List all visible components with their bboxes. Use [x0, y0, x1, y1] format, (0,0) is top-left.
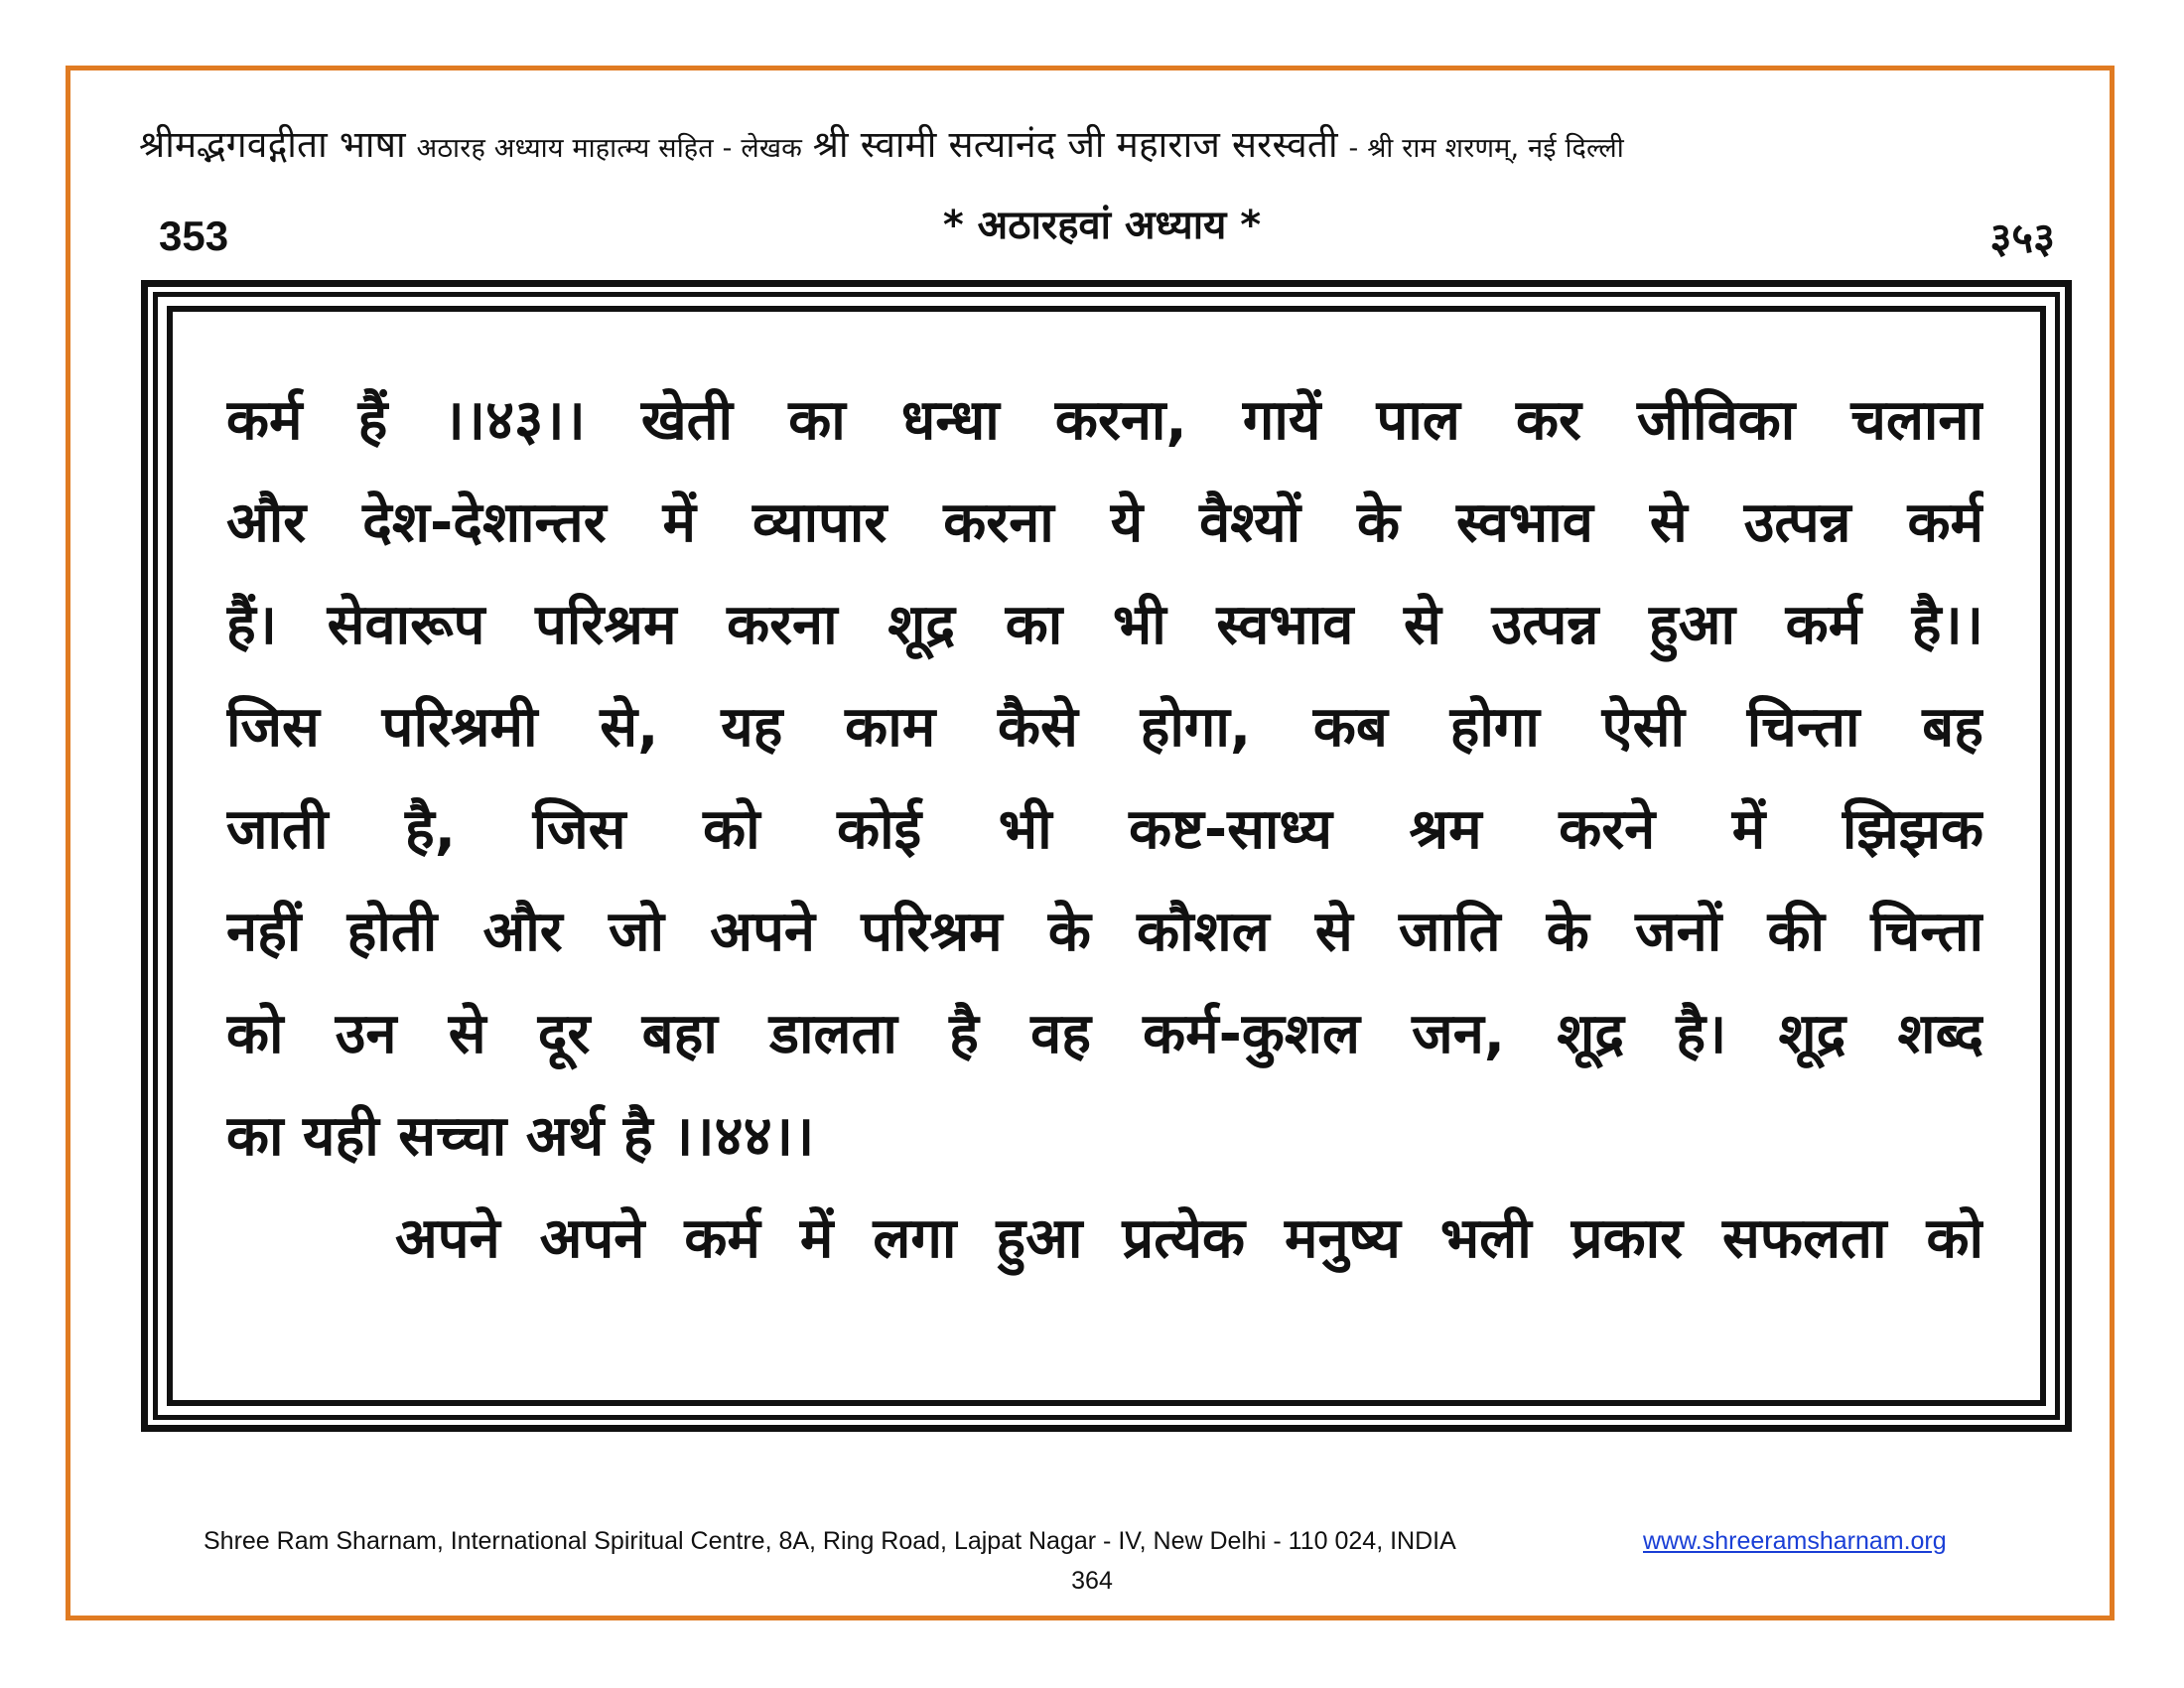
text-line: जाती है, जिस को कोई भी कष्ट-साध्य श्रम करने में झिझक — [226, 797, 1983, 862]
text-line: को उन से दूर बहा डालता है वह कर्म-कुशल जन, शूद्र है। शूद्र शब्द — [226, 1002, 1983, 1066]
text-line: और देश-देशान्तर में व्यापार करना ये वैश्यों के स्वभाव से उत्पन्न कर्म — [226, 491, 1983, 555]
page-number-devanagari: ३५३ — [1989, 213, 2055, 262]
footer-page-number: 364 — [1071, 1567, 1113, 1595]
body-text — [226, 369, 1983, 1290]
publisher-name: - श्री राम शरणम्, नई दिल्ली — [1348, 133, 1624, 164]
running-header — [139, 117, 2065, 168]
text-line: कर्म हैं ।।४३।। खेती का धन्धा करना, गायें पाल कर जीविका चलाना — [226, 388, 1983, 453]
text-line: अपने अपने कर्म में लगा हुआ प्रत्येक मनुष्य भली प्रकार सफलता को — [395, 1206, 1983, 1271]
chapter-title: * अठारहवां अध्याय * — [942, 203, 1262, 248]
book-subtitle: अठारह अध्याय माहात्म्य सहित - लेखक — [416, 133, 803, 164]
author-name: श्री स्वामी सत्यानंद जी महाराज सरस्वती — [812, 123, 1338, 166]
text-line: का यही सच्चा अर्थ है ।।४४।। — [226, 1104, 815, 1169]
text-line: जिस परिश्रमी से, यह काम कैसे होगा, कब होगा ऐसी चिन्ता बह — [226, 695, 1983, 760]
text-line: नहीं होती और जो अपने परिश्रम के कौशल से जाति के जनों की चिन्ता — [226, 900, 1983, 964]
page-number-latin: 353 — [159, 212, 229, 259]
footer — [204, 1527, 1990, 1556]
chapter-header — [149, 191, 2055, 270]
website-link[interactable]: www.shreeramsharnam.org — [1643, 1527, 1947, 1555]
text-line: हैं। सेवारूप परिश्रम करना शूद्र का भी स्वभाव से उत्पन्न हुआ कर्म है।। — [226, 593, 1983, 657]
book-title: श्रीमद्भगवद्गीता भाषा — [139, 123, 406, 166]
footer-address: Shree Ram Sharnam, International Spiritual Centre, 8A, Ring Road, Lajpat Nagar - IV, New Delhi - 110 024, INDIA — [204, 1527, 1456, 1555]
